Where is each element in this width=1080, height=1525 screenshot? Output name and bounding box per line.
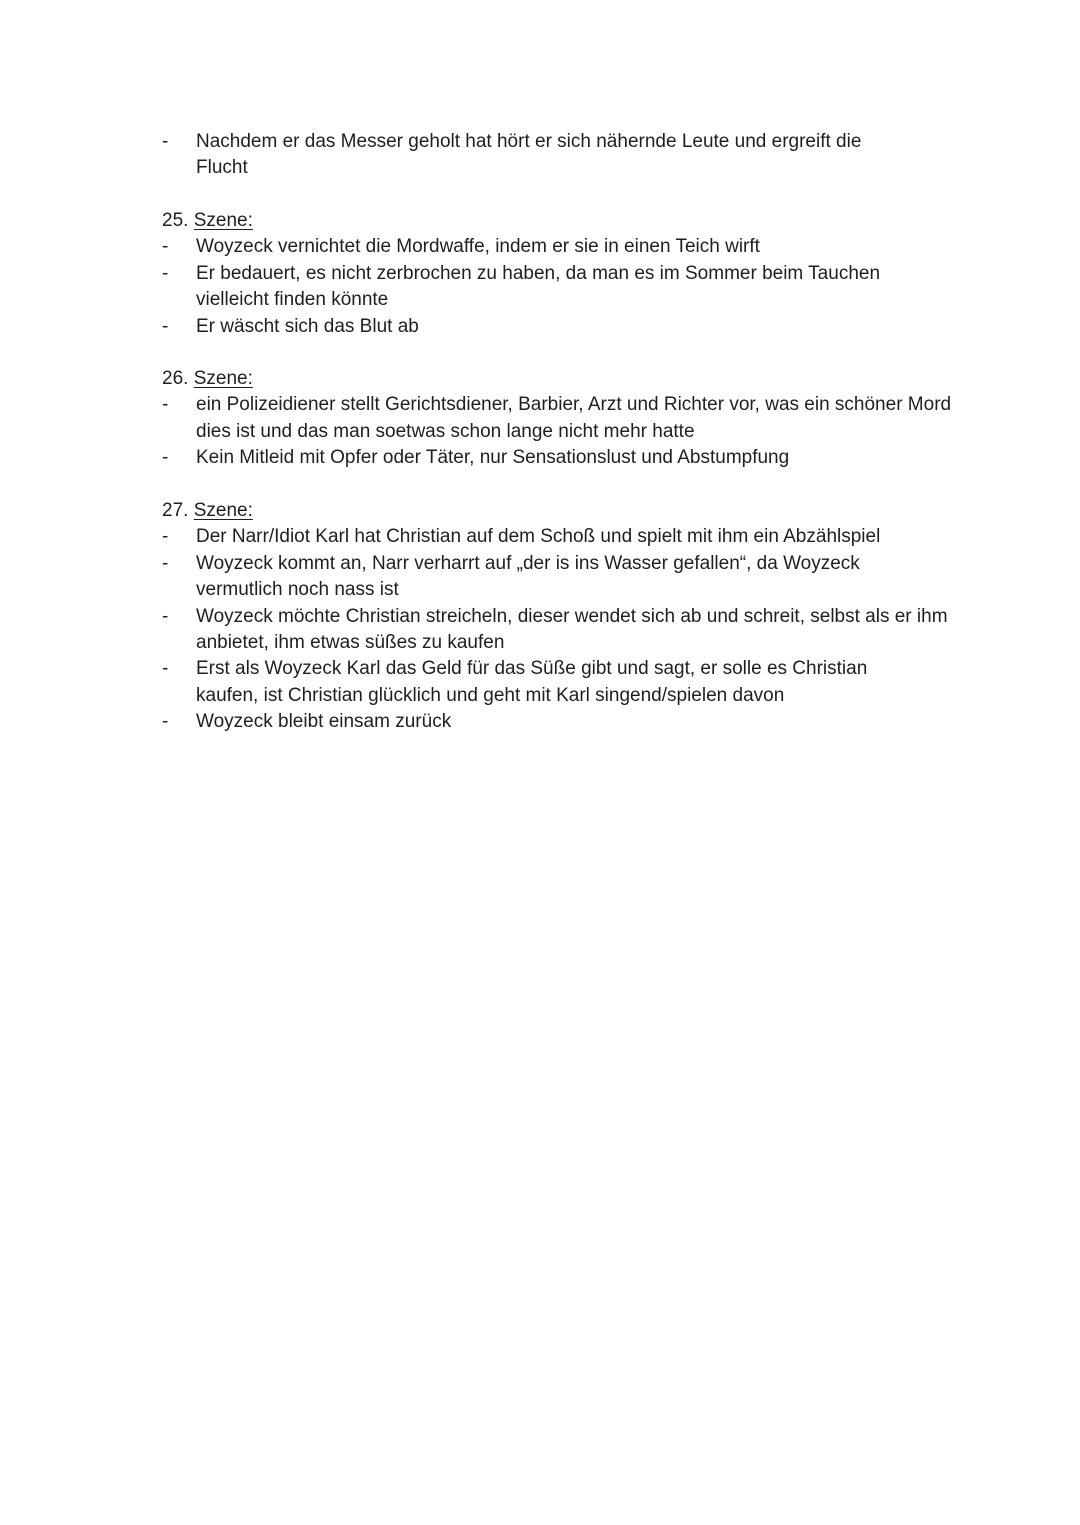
list-item-text: Nachdem er das Messer geholt hat hört er sich nähernde Leute und ergreift die Flucht	[196, 131, 862, 179]
list-item	[162, 551, 962, 604]
scene-heading	[162, 498, 962, 524]
scene-label: Szene:	[193, 500, 253, 521]
scene-number: 25.	[162, 210, 189, 231]
list-item	[162, 656, 962, 709]
intro-list	[162, 129, 962, 182]
scene-25-section	[162, 208, 962, 340]
bullet-dash: -	[162, 605, 169, 627]
list-item-text: Woyzeck bleibt einsam zurück	[196, 711, 452, 733]
scene-27-section	[162, 498, 962, 736]
bullet-dash: -	[162, 262, 169, 284]
bullet-dash: -	[162, 394, 169, 416]
list-item-text: ein Polizeidiener stellt Gerichtsdiener, Barbier, Arzt und Richter vor, was ein schöner Mord dies ist und das man soetwas schon lange nicht mehr hatte	[196, 394, 952, 442]
scene-label: Szene:	[193, 210, 253, 231]
list-item	[162, 234, 962, 260]
list-item	[162, 129, 962, 182]
scene-label: Szene:	[193, 368, 253, 389]
list-item-text: Woyzeck vernichtet die Mordwaffe, indem er sie in einen Teich wirft	[196, 236, 760, 258]
list-item-text: Er wäscht sich das Blut ab	[196, 315, 419, 337]
list-item	[162, 709, 962, 735]
scene-items	[162, 392, 962, 471]
bullet-dash: -	[162, 236, 169, 258]
list-item	[162, 604, 962, 657]
scene-number: 26.	[162, 368, 189, 389]
bullet-dash: -	[162, 711, 169, 733]
bullet-dash: -	[162, 526, 169, 548]
list-item	[162, 445, 962, 471]
list-item-text: Der Narr/Idiot Karl hat Christian auf dem Schoß und spielt mit ihm ein Abzählspiel	[196, 526, 881, 548]
scene-heading	[162, 208, 962, 234]
scene-items	[162, 524, 962, 735]
scene-number: 27.	[162, 500, 189, 521]
intro-section	[162, 129, 962, 182]
scene-26-section	[162, 366, 962, 472]
list-item-text: Er bedauert, es nicht zerbrochen zu haben, da man es im Sommer beim Tauchen vielleicht finden könnte	[196, 262, 881, 311]
bullet-dash: -	[162, 131, 169, 152]
scene-heading	[162, 366, 962, 392]
list-item-text: Kein Mitleid mit Opfer oder Täter, nur Sensationslust und Abstumpfung	[196, 447, 790, 469]
bullet-dash: -	[162, 658, 169, 680]
list-item	[162, 314, 962, 340]
list-item	[162, 392, 962, 445]
list-item-text: Woyzeck kommt an, Narr verharrt auf „der is ins Wasser gefallen“, da Woyzeck vermutlich noch nass ist	[196, 552, 860, 601]
bullet-dash: -	[162, 552, 169, 574]
scene-items	[162, 234, 962, 340]
list-item-text: Erst als Woyzeck Karl das Geld für das Süße gibt und sagt, er solle es Christian kaufen, ist Christian glücklich und geht mit Karl singend/spielen davon	[196, 658, 868, 706]
list-item	[162, 261, 962, 314]
bullet-dash: -	[162, 315, 169, 337]
list-item-text: Woyzeck möchte Christian streicheln, dieser wendet sich ab und schreit, selbst als er ihm anbietet, ihm etwas süßes zu kaufen	[196, 605, 948, 654]
bullet-dash: -	[162, 447, 169, 469]
list-item	[162, 524, 962, 550]
